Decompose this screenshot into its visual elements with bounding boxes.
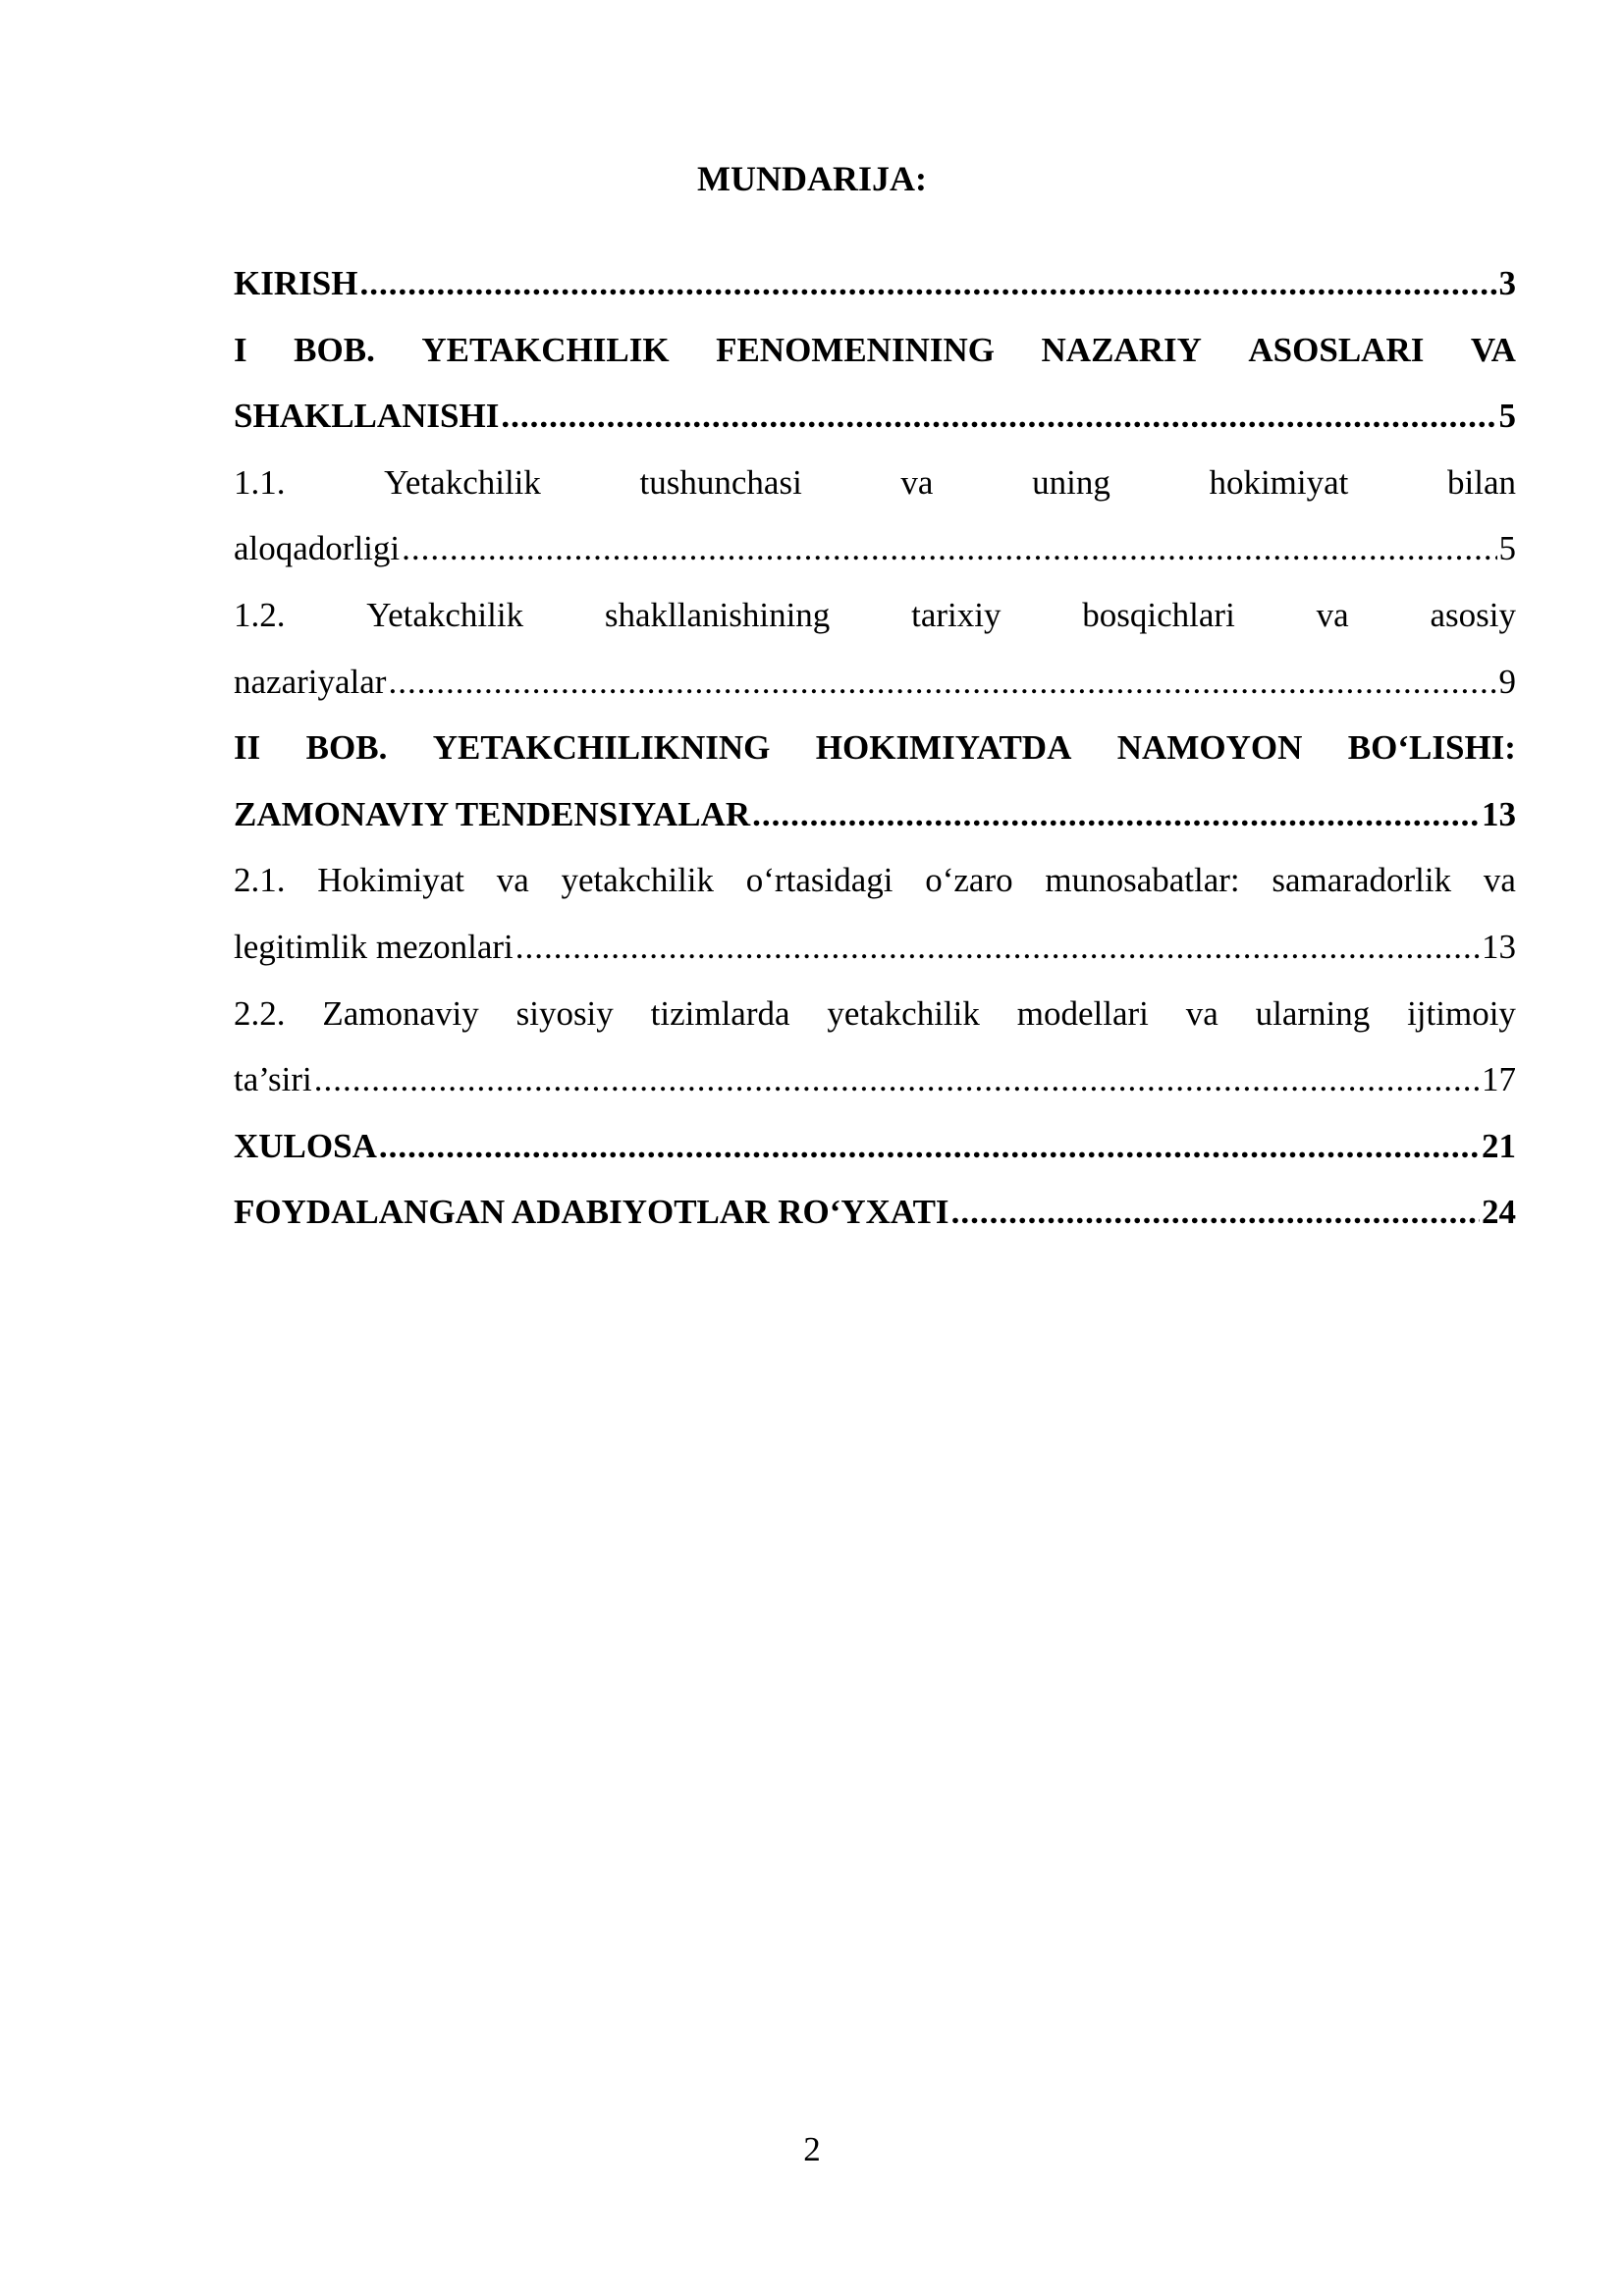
toc-word: uning [1032,462,1110,502]
toc-word: samaradorlik [1272,861,1452,900]
toc-word: ASOSLARI [1248,330,1425,369]
dot-leader [752,781,1480,848]
toc-word: Zamonaviy [322,993,479,1033]
toc-entry-label: legitimlik mezonlari [234,927,514,966]
toc-page-number: 13 [1482,927,1516,966]
toc-word: NAZARIY [1041,330,1202,369]
toc-word: BO‘LISHI: [1347,728,1516,768]
toc-entry-xulosa[interactable] [234,1113,1516,1180]
toc-page-number: 17 [1482,1060,1516,1099]
toc-word: tushunchasi [639,462,802,502]
toc-page-number: 5 [1498,529,1516,568]
toc-entry-bob2-line2[interactable] [234,781,1516,848]
toc-word: 1.2. [234,595,286,634]
toc-word: o‘zaro [925,861,1013,900]
toc-entry-label: ta’siri [234,1060,312,1099]
toc-entry-2-2-line1[interactable] [234,981,1516,1047]
toc-word: yetakchilik [561,861,715,900]
toc-entry-label: ZAMONAVIY TENDENSIYALAR [234,794,751,833]
toc-entry-2-2-line2[interactable] [234,1046,1516,1113]
toc-word: yetakchilik [827,993,980,1033]
page-number: 2 [803,2130,821,2168]
toc-word: Hokimiyat [317,861,464,900]
toc-word: HOKIMIYATDA [815,728,1072,768]
toc-word: VA [1470,330,1516,369]
toc-word: YETAKCHILIKNING [432,728,771,768]
toc-word: 1.1. [234,462,286,502]
toc-entry-adabiyotlar[interactable] [234,1179,1516,1246]
toc-entry-label: aloqadorligi [234,529,401,568]
toc-word: munosabatlar: [1045,861,1240,900]
toc-entry-label: XULOSA [234,1126,377,1165]
dot-leader [402,515,1496,582]
toc-word: ularning [1255,993,1371,1033]
toc-word: NAMOYON [1116,728,1303,768]
toc-word: 2.1. [234,861,286,900]
toc-word: 2.2. [234,993,286,1033]
toc-word: tizimlarda [650,993,790,1033]
toc-word: tarixiy [911,595,1001,634]
page-title: MUNDARIJA: [697,159,927,198]
toc-entry-2-1-line1[interactable] [234,847,1516,914]
toc-word: o‘rtasidagi [745,861,893,900]
toc-entry-1-1-line2[interactable] [234,515,1516,582]
toc-word: asosiy [1430,595,1516,634]
toc-word: modellari [1016,993,1149,1033]
dot-leader [388,649,1496,716]
toc-entry-bob1-line2[interactable] [234,383,1516,450]
dot-leader [515,914,1480,981]
toc-word: FENOMENINING [716,330,995,369]
toc-word: I [234,330,247,369]
dot-leader [951,1179,1480,1246]
dot-leader [359,250,1496,317]
toc-word: siyosiy [515,993,614,1033]
toc-entry-1-2-line2[interactable] [234,649,1516,716]
dot-leader [379,1113,1480,1180]
toc-entry-kirish[interactable] [234,250,1516,317]
toc-word: YETAKCHILIK [421,330,670,369]
toc-word: ijtimoiy [1407,993,1516,1033]
toc-entry-label: FOYDALANGAN ADABIYOTLAR RO‘YXATI [234,1193,949,1232]
toc-word: BOB. [305,728,388,768]
toc-word: Yetakchilik [366,595,524,634]
toc-entry-bob1-line1[interactable] [234,317,1516,384]
toc-entry-2-1-line2[interactable] [234,914,1516,981]
toc-word: bosqichlari [1082,595,1235,634]
toc-entry-1-2-line1[interactable] [234,582,1516,649]
toc-word: va [900,462,934,502]
toc-word: va [1185,993,1218,1033]
toc-entry-label: KIRISH [234,264,358,302]
toc-word: va [1316,595,1349,634]
toc-word: va [496,861,529,900]
toc-entry-1-1-line1[interactable] [234,450,1516,516]
toc-word: II [234,728,261,768]
toc-page-number: 21 [1482,1126,1516,1165]
dot-leader [501,383,1496,450]
toc-page-number: 5 [1498,397,1516,436]
toc-page-number: 9 [1498,662,1516,701]
toc-entry-bob2-line1[interactable] [234,715,1516,781]
dot-leader [314,1046,1480,1113]
toc-entry-label: nazariyalar [234,662,387,701]
toc-page-number: 3 [1498,264,1516,302]
toc-entry-label: SHAKLLANISHI [234,397,500,436]
toc-page-number: 13 [1482,794,1516,833]
toc-word: Yetakchilik [384,462,541,502]
toc-word: va [1483,861,1516,900]
toc-word: BOB. [294,330,375,369]
toc-word: hokimiyat [1209,462,1349,502]
table-of-contents [234,250,1516,1246]
toc-word: shakllanishining [604,595,831,634]
toc-word: bilan [1447,462,1516,502]
toc-page-number: 24 [1482,1193,1516,1232]
